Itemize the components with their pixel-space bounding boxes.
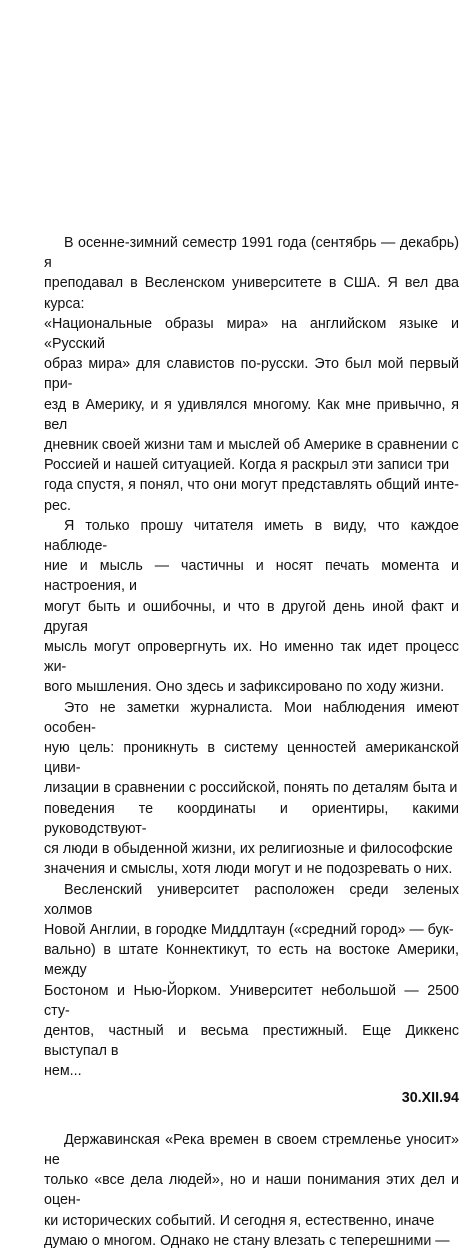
paragraph-2: Я только прошу читателя иметь в виду, что каждое наблюде- ние и мысль — частичны и носят печать момента и настроения, и могут быть и ошибочны, и что в другой день иной факт и другая мысль могут опровергнуть их. Но именно так идет процесс жи- вого мышления. Оно здесь и зафиксировано по ходу жизни. — [44, 517, 459, 696]
date-stamp: 30.XII.94 — [401, 1089, 459, 1106]
paragraph-5: Державинская «Река времен в своем стремленье уносит» не только «все дела людей», но и наши понимания этих дел и оцен- ки исторических событий. И сегодня я, естественно, иначе думаю о многом. Однако не стану влезать с теперешними — — [44, 1131, 459, 1249]
paragraph-1: В осенне-зимний семестр 1991 года (сентябрь — декабрь) я преподавал в Весленском университете в США. Я вел два курса: «Национальные образы мира» на английском языке и «Русский образ мира» для славистов по-русски. Это был мой первый при- езд в Америку, и я удивлялся многому. Как мне привычно, я вел дневник своей жизни там и мыслей об Америке в сравнении с Россией и нашей ситуацией. Когда я раскрыл эти записи три года спустя, я понял, что они могут представлять общий инте- рес. — [44, 235, 459, 514]
paragraph-3: Это не заметки журналиста. Мои наблюдения имеют особен- ную цель: проникнуть в систему ценностей американской циви- лизации в сравнении с российской, понять по деталям быта и поведения те координаты и ориентиры, какими руководствуют- ся люди в обыденной жизни, их религиозные и философские значения и смыслы, хотя люди могут и не подозревать о них. — [44, 699, 459, 878]
paragraph-4: Весленский университет расположен среди зеленых холмов Новой Англии, в городке Миддлтаун («средний город» — бук- вально) в штате Коннектикут, то есть на востоке Америки, между Бостоном и Нью-Йорком. Университет небольшой — 2500 сту- дентов, частный и весьма престижный. Еще Диккенс выступал в нем... — [44, 881, 459, 1080]
body-text — [44, 233, 459, 1251]
